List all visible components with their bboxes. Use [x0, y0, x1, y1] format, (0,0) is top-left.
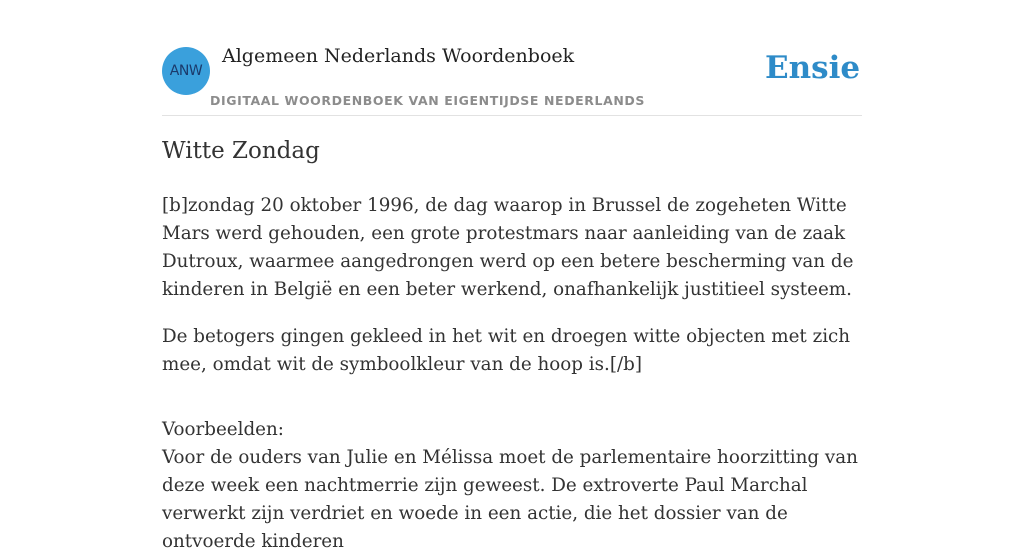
- definition-paragraph: De betogers gingen gekleed in het wit en droegen witte objecten met zich mee, omdat wit de symboolkleur van de hoop is.[/b]: [162, 326, 851, 375]
- example-text: Voor de ouders van Julie en Mélissa moet de parlementaire hoorzitting van deze week een nachtmerrie zijn geweest. De extroverte Paul Marchal verwerkt zijn verdriet en woede in een actie, die het dossier van de ontvoerde kinderen: [162, 447, 858, 552]
- entry-content: [162, 192, 862, 556]
- ensie-brand-logo[interactable]: Ensie: [765, 50, 861, 86]
- site-subtitle: DIGITAAL WOORDENBOEK VAN EIGENTIJDSE NEDERLANDS: [210, 93, 646, 108]
- anw-logo[interactable]: ANW: [162, 47, 210, 95]
- header-divider: [162, 115, 862, 116]
- examples-label: Voorbeelden:: [162, 419, 284, 440]
- site-title[interactable]: Algemeen Nederlands Woordenboek: [222, 45, 575, 67]
- entry-headword: Witte Zondag: [162, 138, 320, 164]
- definition-paragraph: [b]zondag 20 oktober 1996, de dag waarop in Brussel de zogeheten Witte Mars werd gehouden, een grote protestmars naar aanleiding van de zaak Dutroux, waarmee aangedrongen werd op een betere bescherming van de kinderen in België en een beter werkend, onafhankelijk justitieel systeem.: [162, 195, 854, 300]
